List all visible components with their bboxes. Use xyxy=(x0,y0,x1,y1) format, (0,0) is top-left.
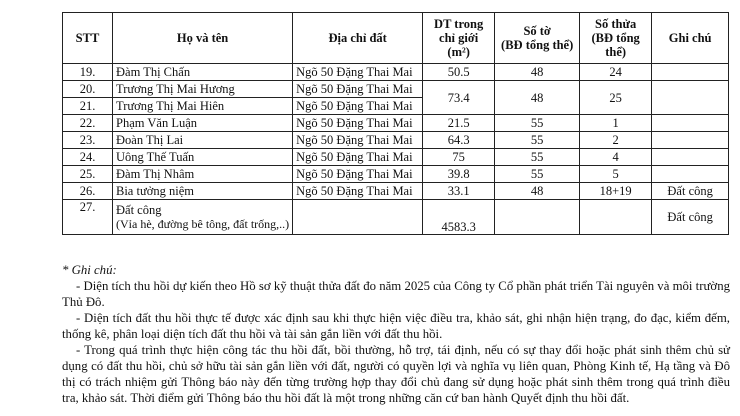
header-parcel xyxy=(580,13,652,64)
table-row xyxy=(63,149,729,166)
cell-name: Uông Thế Tuấn xyxy=(113,149,293,166)
cell-address: Ngõ 50 Đặng Thai Mai xyxy=(293,132,423,149)
cell-stt: 25. xyxy=(63,166,113,183)
table-header xyxy=(63,13,729,64)
cell-sheet: 55 xyxy=(495,149,580,166)
cell-parcel: 25 xyxy=(580,81,652,115)
cell-sheet: 55 xyxy=(495,115,580,132)
table-row xyxy=(63,115,729,132)
cell-name: Phạm Văn Luận xyxy=(113,115,293,132)
cell-note xyxy=(652,149,729,166)
cell-stt: 20. xyxy=(63,81,113,98)
cell-area: 50.5 xyxy=(423,64,495,81)
table-row xyxy=(63,64,729,81)
cell-area: 33.1 xyxy=(423,183,495,200)
cell-stt: 21. xyxy=(63,98,113,115)
cell-name xyxy=(113,200,293,235)
cell-area: 73.4 xyxy=(423,81,495,115)
table-row xyxy=(63,132,729,149)
cell-note xyxy=(652,115,729,132)
land-table xyxy=(62,12,729,235)
cell-parcel: 5 xyxy=(580,166,652,183)
header-parcel-line1: Số thửa xyxy=(595,17,637,31)
cell-area: 64.3 xyxy=(423,132,495,149)
cell-name: Bia tưởng niệm xyxy=(113,183,293,200)
header-area-line2: chỉ giới xyxy=(439,31,479,45)
header-area-line1: DT trong xyxy=(434,17,484,31)
header-parcel-line2: (BĐ tổng xyxy=(591,31,640,45)
cell-note: Đất công xyxy=(652,183,729,200)
header-stt: STT xyxy=(63,13,113,64)
cell-stt: 24. xyxy=(63,149,113,166)
header-parcel-line3: thể) xyxy=(605,45,627,59)
cell-area: 4583.3 xyxy=(423,200,495,235)
cell-stt: 19. xyxy=(63,64,113,81)
cell-parcel: 1 xyxy=(580,115,652,132)
cell-parcel: 2 xyxy=(580,132,652,149)
cell-name-line2: (Vỉa hè, đường bê tông, đất trống,..) xyxy=(116,217,290,231)
cell-name: Trương Thị Mai Hiên xyxy=(113,98,293,115)
cell-sheet: 48 xyxy=(495,183,580,200)
header-sheet xyxy=(495,13,580,64)
cell-note xyxy=(652,64,729,81)
header-address: Địa chỉ đất xyxy=(293,13,423,64)
header-note: Ghi chú xyxy=(652,13,729,64)
cell-sheet: 48 xyxy=(495,64,580,81)
cell-name-line1: Đất công xyxy=(116,203,162,217)
cell-note: Đất công xyxy=(652,200,729,235)
cell-sheet: 55 xyxy=(495,166,580,183)
cell-sheet xyxy=(495,200,580,235)
cell-note xyxy=(652,132,729,149)
header-sheet-line1: Số tờ xyxy=(523,24,551,38)
cell-address: Ngõ 50 Đặng Thai Mai xyxy=(293,64,423,81)
cell-area: 21.5 xyxy=(423,115,495,132)
cell-name: Đàm Thị Chấn xyxy=(113,64,293,81)
cell-address: Ngõ 50 Đặng Thai Mai xyxy=(293,115,423,132)
header-area-line3: (m²) xyxy=(447,45,470,59)
table-row xyxy=(63,200,729,235)
cell-parcel xyxy=(580,200,652,235)
cell-name: Trương Thị Mai Hương xyxy=(113,81,293,98)
cell-address xyxy=(293,200,423,235)
cell-sheet: 48 xyxy=(495,81,580,115)
notes-title: * Ghi chú: xyxy=(62,263,117,277)
cell-sheet: 55 xyxy=(495,132,580,149)
note-paragraph: - Diện tích thu hồi dự kiến theo Hồ sơ kỹ thuật thửa đất đo năm 2025 của Công ty Cổ phần phát triển Tài nguyên và môi trường Thủ Đô. xyxy=(62,279,730,309)
cell-name: Đoàn Thị Lai xyxy=(113,132,293,149)
note-paragraph: - Trong quá trình thực hiện công tác thu hồi đất, bồi thường, hỗ trợ, tái định, nếu có sự thay đổi hoặc phát sinh thêm chủ sử dụng có đất thu hồi, chủ sở hữu tài sản gắn liền với đất, người có quyền lợi và nghĩa vụ liên quan, Phòng Kinh tế, Hạ tầng và Đô thị có trách nhiệm gửi Thông báo này đến từng trường hợp thay đổi chủ đang sử dụng hoặc phát sinh thêm trong quá trình điều tra, khảo sát. Thời điểm gửi Thông báo thu hồi đất là một trong những căn cứ ban hành Quyết định thu hồi đất. xyxy=(62,343,730,405)
table-row xyxy=(63,183,729,200)
cell-stt: 23. xyxy=(63,132,113,149)
header-sheet-line2: (BĐ tổng thể) xyxy=(501,38,574,52)
note-paragraph: - Diện tích đất thu hồi thực tế được xác định sau khi thực hiện việc điều tra, khảo sát, ghi nhận hiện trạng, đo đạc, kiểm đếm, thống kê, phân loại diện tích đất thu hồi và tài sản gắn liền với đất thu hồi. xyxy=(62,311,730,341)
cell-parcel: 4 xyxy=(580,149,652,166)
cell-address: Ngõ 50 Đặng Thai Mai xyxy=(293,166,423,183)
cell-note xyxy=(652,166,729,183)
cell-area: 39.8 xyxy=(423,166,495,183)
cell-stt: 22. xyxy=(63,115,113,132)
table-row xyxy=(63,166,729,183)
cell-area: 75 xyxy=(423,149,495,166)
cell-note xyxy=(652,81,729,115)
cell-address: Ngõ 50 Đặng Thai Mai xyxy=(293,98,423,115)
notes-section xyxy=(62,262,730,406)
cell-address: Ngõ 50 Đặng Thai Mai xyxy=(293,81,423,98)
cell-stt: 26. xyxy=(63,183,113,200)
cell-name: Đàm Thị Nhâm xyxy=(113,166,293,183)
cell-parcel: 18+19 xyxy=(580,183,652,200)
table-row xyxy=(63,81,729,98)
cell-address: Ngõ 50 Đặng Thai Mai xyxy=(293,149,423,166)
cell-stt: 27. xyxy=(63,200,113,235)
cell-address: Ngõ 50 Đặng Thai Mai xyxy=(293,183,423,200)
header-name: Họ và tên xyxy=(113,13,293,64)
header-area xyxy=(423,13,495,64)
cell-parcel: 24 xyxy=(580,64,652,81)
